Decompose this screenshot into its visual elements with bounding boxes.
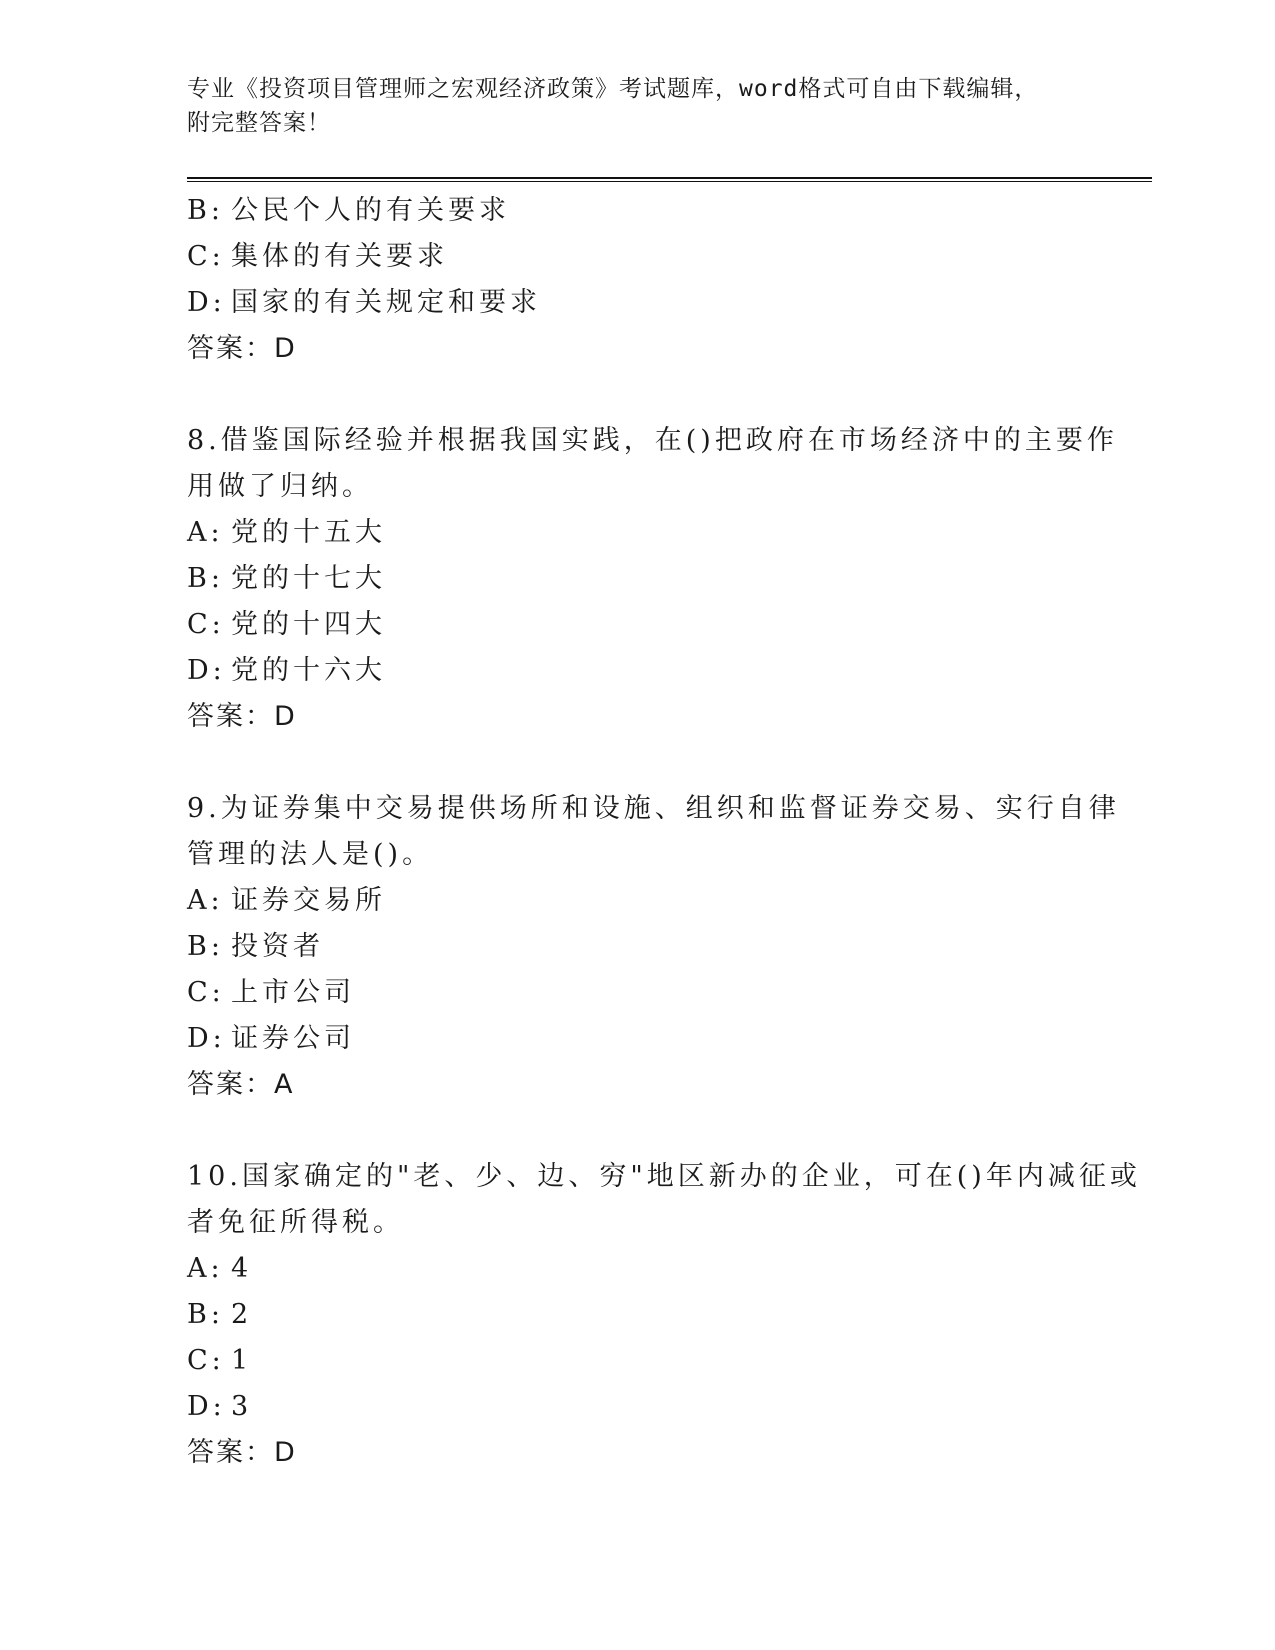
- option-key: A:: [187, 1253, 224, 1284]
- option-key: D:: [187, 655, 226, 686]
- header-divider-thick: [187, 177, 1152, 179]
- option-key: B:: [187, 195, 224, 226]
- header-line-2: 附完整答案！: [187, 110, 331, 136]
- option-key: A:: [187, 517, 224, 548]
- answer-line: 答案：D: [187, 701, 297, 732]
- option-text: 党的十七大: [231, 563, 386, 594]
- question-stem-line-2: 用做了归纳。: [187, 471, 373, 502]
- question-block-8: [187, 418, 1118, 740]
- option-text: 1: [231, 1345, 253, 1376]
- question-stem-line-1: 9.为证券集中交易提供场所和设施、组织和监督证券交易、实行自律: [187, 793, 1120, 824]
- option-key: D:: [187, 287, 226, 318]
- answer-line: 答案：A: [187, 1069, 295, 1100]
- option-key: B:: [187, 931, 224, 962]
- option-line: [187, 1338, 1087, 1384]
- option-text: 投资者: [231, 931, 324, 962]
- option-text: 公民个人的有关要求: [231, 195, 510, 226]
- option-key: B:: [187, 563, 224, 594]
- question-list: [187, 188, 1141, 1476]
- option-line: [187, 1292, 1087, 1338]
- option-text: 上市公司: [231, 977, 355, 1008]
- option-line: [187, 970, 1087, 1016]
- question-stem-line-2: 管理的法人是()。: [187, 839, 434, 870]
- question-stem-line-2: 者免征所得税。: [187, 1207, 404, 1238]
- option-text: 国家的有关规定和要求: [231, 287, 541, 318]
- option-text: 党的十六大: [231, 655, 386, 686]
- option-line: [187, 1016, 1087, 1062]
- option-text: 集体的有关要求: [231, 241, 448, 272]
- option-line: [187, 648, 1087, 694]
- prev-question-block: [187, 188, 1087, 372]
- option-text: 党的十四大: [231, 609, 386, 640]
- option-line: [187, 924, 1087, 970]
- question-stem-line-1: 10.国家确定的"老、少、边、穷"地区新办的企业，可在()年内减征或: [187, 1161, 1141, 1192]
- option-key: D:: [187, 1391, 226, 1422]
- answer-line: 答案：D: [187, 333, 297, 364]
- question-block-9: [187, 786, 1120, 1108]
- option-text: 2: [231, 1299, 253, 1330]
- option-key: C:: [187, 609, 225, 640]
- option-key: A:: [187, 885, 224, 916]
- option-key: D:: [187, 1023, 226, 1054]
- option-text: 证券交易所: [231, 885, 386, 916]
- option-line: [187, 1384, 1087, 1430]
- option-line: [187, 188, 1087, 234]
- option-text: 3: [231, 1391, 253, 1422]
- option-line: [187, 556, 1087, 602]
- option-line: [187, 602, 1087, 648]
- header-line-1: 专业《投资项目管理师之宏观经济政策》考试题库，word格式可自由下载编辑，: [187, 76, 1039, 102]
- option-line: [187, 510, 1087, 556]
- option-text: 证券公司: [231, 1023, 355, 1054]
- question-stem-line-1: 8.借鉴国际经验并根据我国实践，在()把政府在市场经济中的主要作: [187, 425, 1118, 456]
- option-text: 4: [231, 1253, 253, 1284]
- option-key: C:: [187, 977, 225, 1008]
- option-line: [187, 280, 1087, 326]
- option-line: [187, 234, 1087, 280]
- option-line: [187, 1246, 1087, 1292]
- question-block-10: [187, 1154, 1141, 1476]
- answer-line: 答案：D: [187, 1437, 297, 1468]
- option-key: C:: [187, 1345, 225, 1376]
- option-key: B:: [187, 1299, 224, 1330]
- option-text: 党的十五大: [231, 517, 386, 548]
- option-key: C:: [187, 241, 225, 272]
- option-line: [187, 878, 1087, 924]
- document-header: [187, 72, 1087, 140]
- header-divider-thin: [187, 181, 1152, 182]
